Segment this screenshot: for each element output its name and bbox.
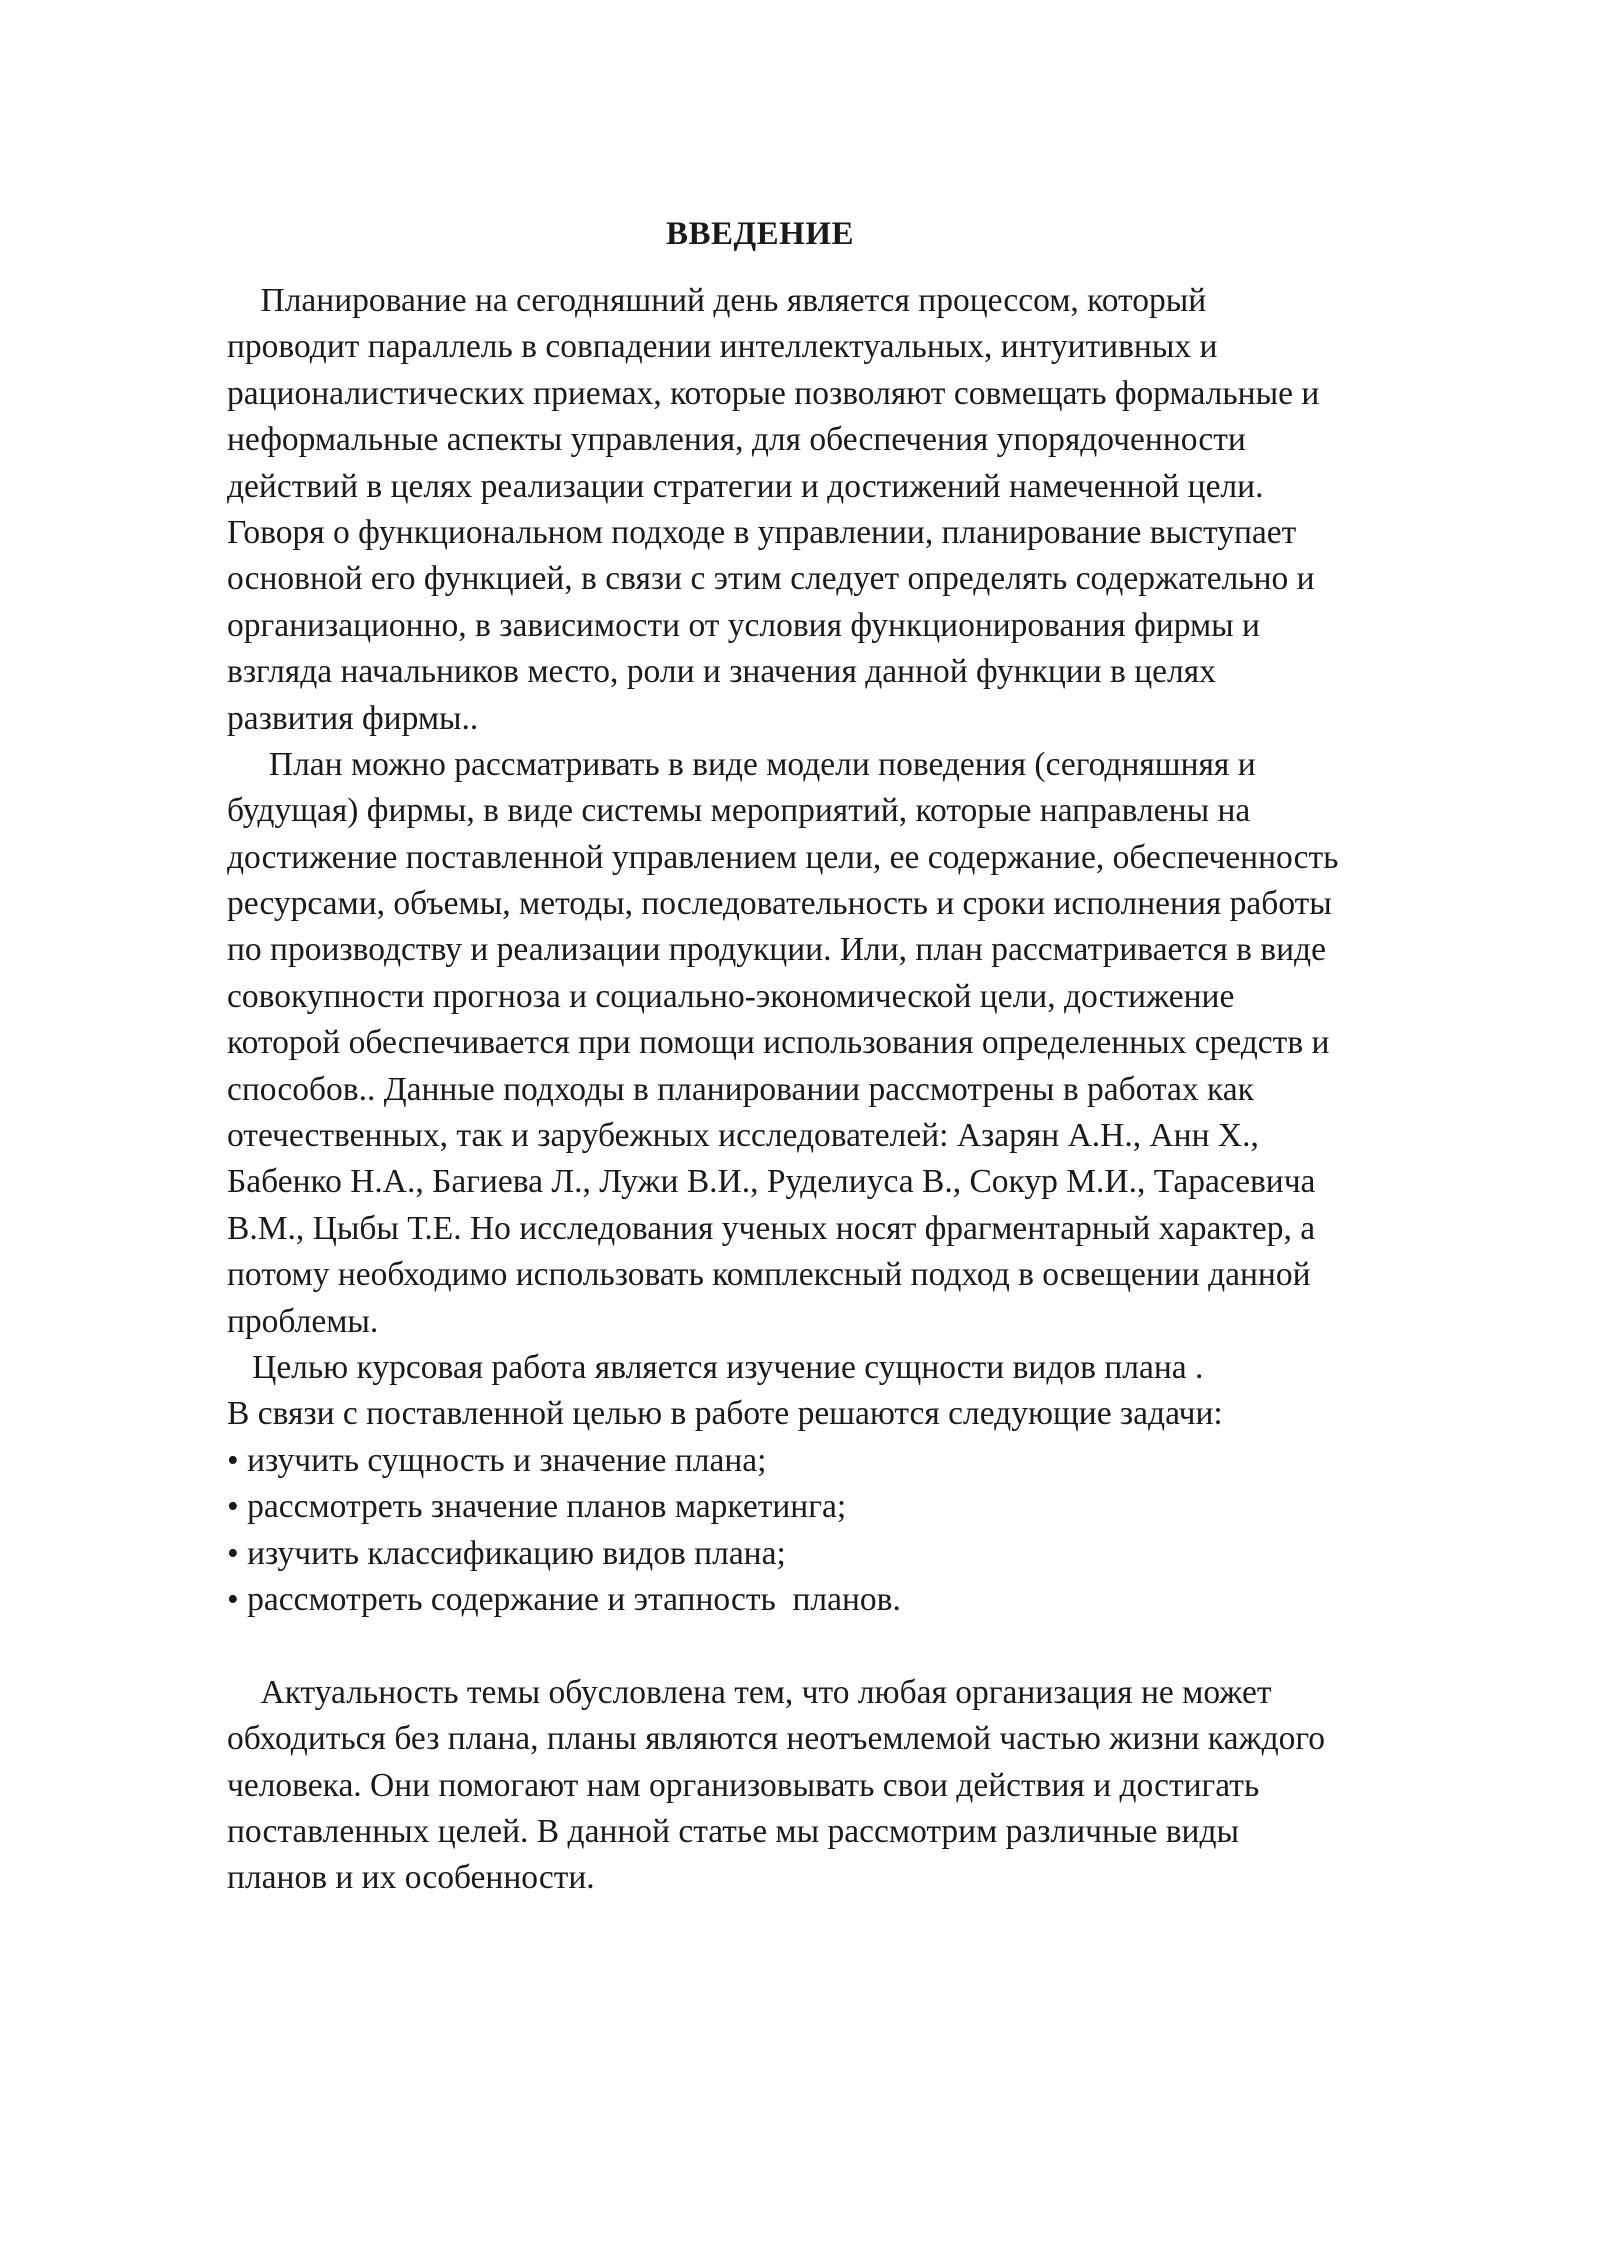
text-line: действий в целях реализации стратегии и достижений намеченной цели. (227, 467, 1264, 505)
text-line: достижение поставленной управлением цели, ее содержание, обеспеченность (227, 838, 1339, 876)
list-item: • рассмотреть значение планов маркетинга; (227, 1488, 847, 1526)
text-line: отечественных, так и зарубежных исследователей: Азарян А.Н., Анн Х., (227, 1117, 1259, 1155)
text-line: по производству и реализации продукции. Или, план рассматривается в виде (227, 931, 1326, 969)
text-line: взгляда начальников место, роли и значения данной функции в целях (227, 653, 1216, 691)
document-body (227, 278, 1497, 1902)
text-line: планов и их особенности. (227, 1859, 595, 1897)
page-title: ВВЕДЕНИЕ (665, 216, 855, 252)
text-line: В.М., Цыбы Т.Е. Но исследования ученых носят фрагментарный характер, а (227, 1209, 1316, 1247)
text-line: В связи с поставленной целью в работе решаются следующие задачи: (227, 1395, 1223, 1433)
text-line: неформальные аспекты управления, для обеспечения упорядоченности (227, 421, 1246, 459)
text-line: способов.. Данные подходы в планировании рассмотрены в работах как (227, 1070, 1254, 1108)
text-line: которой обеспечивается при помощи использования определенных средств и (227, 1024, 1330, 1062)
list-item: • изучить классификацию видов плана; (227, 1534, 786, 1572)
text-line: обходиться без плана, планы являются неотъемлемой частью жизни каждого (227, 1720, 1326, 1758)
text-line: Актуальность темы обусловлена тем, что любая организация не может (227, 1673, 1272, 1711)
text-line: Планирование на сегодняшний день является процессом, который (227, 282, 1207, 319)
text-line: человека. Они помогают нам организовывать свои действия и достигать (227, 1766, 1260, 1804)
text-line: поставленных целей. В данной статье мы рассмотрим различные виды (227, 1812, 1240, 1850)
list-item: • изучить сущность и значение плана; (227, 1441, 767, 1479)
text-line: потому необходимо использовать комплексный подход в освещении данной (227, 1256, 1311, 1294)
text-line: Целью курсовая работа является изучение сущности видов плана . (227, 1348, 1204, 1386)
text-line: проблемы. (227, 1302, 379, 1340)
text-line: План можно рассматривать в виде модели поведения (сегодняшняя и (227, 745, 1256, 783)
text-line: рационалистических приемах, которые позволяют совмещать формальные и (227, 374, 1320, 412)
text-line: Говоря о функциональном подходе в управлении, планирование выступает (227, 513, 1297, 551)
text-line: Бабенко Н.А., Багиева Л., Лужи В.И., Руделиуса В., Сокур М.И., Тарасевича (227, 1163, 1316, 1201)
text-line: ресурсами, объемы, методы, последовательность и сроки исполнения работы (227, 885, 1332, 923)
text-line: проводит параллель в совпадении интеллектуальных, интуитивных и (227, 328, 1218, 366)
text-line: будущая) фирмы, в виде системы мероприятий, которые направлены на (227, 792, 1251, 830)
blank-line (227, 1623, 1497, 1669)
list-item: • рассмотреть содержание и этапность планов. (227, 1580, 901, 1618)
text-line: организационно, в зависимости от условия функционирования фирмы и (227, 606, 1260, 644)
text-line: совокупности прогноза и социально-экономической цели, достижение (227, 977, 1235, 1015)
text-line: развития фирмы.. (227, 699, 479, 737)
text-line: основной его функцией, в связи с этим следует определять содержательно и (227, 560, 1315, 598)
